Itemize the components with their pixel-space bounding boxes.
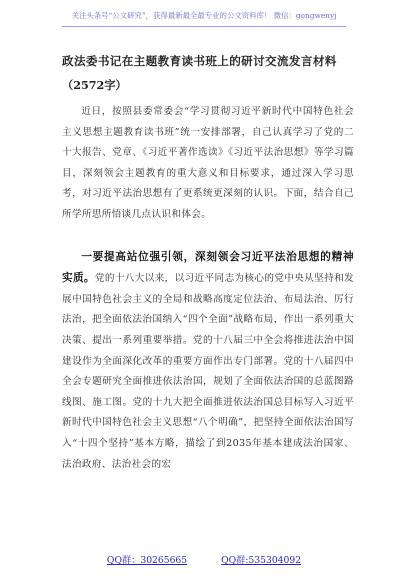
section-1-body: 党的十八大以来，以习近平同志为核心的党中央从坚持和发展中国特色社会主义的全局和战略高度定位法治、布局法治、厉行法治，把全面依法治国纳入“四个全面”战略布局，作出一系列重大决策、提出一系列重要举措。党的十八届三中全会将推进法治中国建设作为全面深化改革的重要方面作出专门部署。党的十八届四中全会专题研究全面推进依法治国，规划了全面依法治国的总蓝图路线图、施工图。党的十九大把全面推进依法治国总目标写入习近平新时代中国特色社会主义思想“八个明确”，把坚持全面依法治国写入“十四个坚持”基本方略，描绘了到2035年基本建成法治国家、法治政府、法治社会的宏 [62, 273, 354, 470]
section-1-heading: 一要提高站位强引领，深刻领会习近平法治思想的精神实质。 [62, 250, 354, 285]
intro-paragraph: 近日，按照县委常委会“学习贯彻习近平新时代中国特色社会主义思想主题教育读书班”统一安排部署，自己认真学习了党的二十大报告、党章、《习近平著作选读》《习近平法治思想》等学习篇目，深刻领会主题教育的重大意义和目标要求，通过深入学习思考，对习近平法治思想有了更系统更深刻的认识。下面，结合自己所学所思所悟谈几点认识和体会。 [62, 106, 354, 220]
document-title: 政法委书记在主题教育读书班上的研讨交流发言材料 [62, 54, 337, 68]
header-notice: 关注头条号“公文研究”，获得最新最全最专业的公文资料库！ 微信：gongwenyj [71, 11, 337, 20]
document-body [62, 102, 354, 475]
word-count: （2572字） [62, 78, 127, 92]
qq-group-link-2[interactable]: QQ群:535304092 [221, 555, 302, 566]
qq-group-link-1[interactable]: QQ群：30265665 [106, 555, 188, 566]
footer-contact [0, 552, 408, 566]
section-1-paragraph [62, 247, 354, 476]
header-divider [62, 26, 346, 27]
